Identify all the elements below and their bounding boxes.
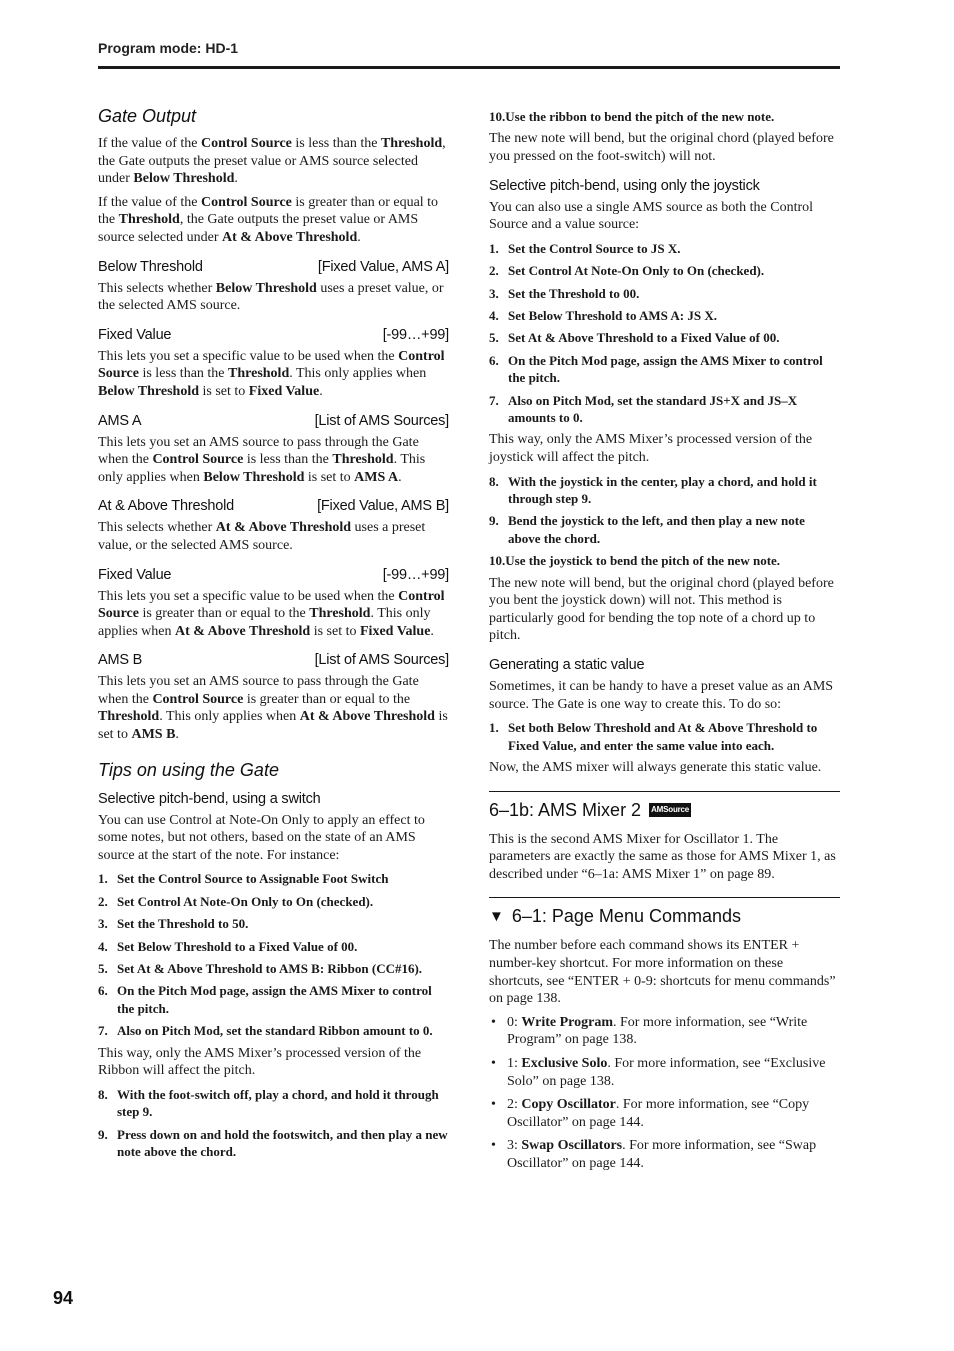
menu-command-item (489, 1096, 840, 1131)
parameter-range: [List of AMS Sources] (314, 652, 449, 669)
step-10-joystick-after: The new note will bend, but the original chord (played before you bent the joystick down) will not. This method is particularly good for bending the top note of a chord up to pitch. (489, 575, 834, 644)
parameter-name: Fixed Value (98, 326, 172, 343)
step-number: 6. (489, 352, 499, 368)
text-run: is less than the (291, 136, 381, 151)
step-text: With the foot-switch off, play a chord, and hold it through step 9. (117, 1086, 439, 1120)
text-run: is set to (304, 469, 355, 485)
parameter-name: At & Above Threshold (98, 498, 234, 515)
text-run: This lets you set an AMS source to pass through the Gate when the (98, 674, 419, 707)
joystick-mid: This way, only the AMS Mixer’s processed version of the joystick will affect the pitch. (489, 432, 813, 466)
parameter-description (98, 348, 449, 401)
step-number: 8. (98, 1086, 108, 1102)
switch-intro: You can use Control at Note-On Only to apply an effect to some notes, but not others, based on the state of an AMS source at the start of the note. For instance: (98, 812, 425, 863)
step-text: Set both Below Threshold and At & Above Threshold to Fixed Value, and enter the same value into each. (508, 720, 818, 753)
text-run: . (319, 383, 323, 399)
step-item (98, 1022, 449, 1039)
step-number: 4. (98, 938, 108, 954)
step-item (98, 1086, 449, 1121)
switch-steps-a (98, 870, 449, 1039)
step-number: 8. (489, 473, 499, 489)
bold-term: Control Source (152, 452, 244, 468)
bold-term: Threshold (332, 452, 394, 468)
parameter-range: [List of AMS Sources] (314, 412, 449, 429)
amsource-badge: AMSource (649, 803, 691, 817)
menu-command-list (489, 1014, 840, 1173)
bold-term: Control Source (201, 136, 292, 151)
text-run: . For more information, see “Exclusive Solo” on page 138. (507, 1055, 826, 1089)
parameter-name: Below Threshold (98, 258, 203, 275)
bold-term: Exclusive Solo (521, 1055, 608, 1071)
gate-paragraph-1 (98, 135, 449, 188)
text-run: This lets you set a specific value to be used when the (98, 348, 399, 364)
text-run: is greater than or equal to the (98, 194, 439, 228)
static-steps (489, 719, 840, 754)
text-run: . (430, 623, 434, 639)
ams-mixer-2-heading (489, 800, 840, 821)
text-run: This lets you set a specific value to be used when the (98, 588, 399, 604)
text-run: 2: (507, 1097, 522, 1113)
header-rule (98, 66, 840, 69)
text-run: , the Gate outputs the preset value or AMS source selected under (98, 212, 419, 245)
parameter-heading (98, 413, 449, 429)
step-item (98, 982, 449, 1017)
bold-term: Control Source (201, 194, 292, 210)
step-number: 2. (98, 893, 108, 909)
text-run: This selects whether (98, 280, 216, 296)
step-text: Set the Control Source to JS X. (508, 240, 681, 256)
bold-term: Threshold (228, 366, 290, 382)
step-10-ribbon-after: The new note will bend, but the original chord (played before you pressed on the foot-switch) will not. (489, 131, 834, 164)
step-item (98, 870, 449, 887)
menu-command-item (489, 1137, 840, 1172)
running-header: Program mode: HD-1 (98, 40, 239, 56)
parameter-description (98, 434, 449, 487)
bold-term: Threshold (98, 709, 160, 725)
step-number: 7. (98, 1023, 108, 1039)
step-10-joystick: 10.Use the joystick to bend the pitch of the new note. (489, 553, 781, 569)
bold-term: Below Threshold (98, 383, 200, 399)
step-item (489, 240, 840, 257)
ams-mixer-2-title: 6–1b: AMS Mixer 2 (489, 799, 642, 820)
parameter-name: Fixed Value (98, 566, 172, 583)
bullet-icon: • (491, 1055, 496, 1071)
bold-term: Fixed Value (360, 623, 431, 639)
step-item (489, 329, 840, 346)
bold-term: Control Source (152, 691, 244, 707)
step-item (489, 392, 840, 427)
step-item (489, 719, 840, 754)
bold-term: Threshold (309, 606, 371, 622)
step-item (98, 915, 449, 932)
step-number: 9. (98, 1126, 108, 1142)
menu-commands-title: 6–1: Page Menu Commands (511, 906, 741, 927)
text-run: 0: (507, 1014, 522, 1030)
text-run: 1: (507, 1055, 522, 1071)
parameter-name: AMS A (98, 412, 142, 429)
text-run: . (357, 229, 361, 245)
step-text: On the Pitch Mod page, assign the AMS Mixer to control the pitch. (508, 352, 823, 386)
step-item (489, 473, 840, 508)
text-run: uses a preset value, or the selected AMS source. (98, 280, 444, 314)
bold-term: Threshold (380, 136, 443, 151)
ams-mixer-2-text: This is the second AMS Mixer for Oscillator 1. The parameters are exactly the same as those for AMS Mixer 1, as described under “6–1a: AMS Mixer 1” on page 89. (489, 831, 836, 882)
bold-term: Control Source (98, 348, 445, 382)
bold-term: At & Above Threshold (215, 520, 352, 536)
parameter-range: [-99…+99] (382, 566, 449, 583)
section-rule-2 (489, 897, 840, 898)
gate-output-title: Gate Output (98, 106, 197, 126)
step-number: 1. (489, 240, 499, 256)
step-text: Set Control At Note-On Only to On (checked). (117, 893, 374, 909)
step-item (489, 352, 840, 387)
text-run: is greater than or equal to the (138, 606, 310, 622)
step-number: 3. (98, 916, 108, 932)
step-text: Set Below Threshold to AMS A: JS X. (508, 308, 717, 323)
text-run: . This only applies when (289, 366, 427, 382)
step-text: Also on Pitch Mod, set the standard Ribbon amount to 0. (117, 1023, 433, 1039)
step-text: Set the Threshold to 00. (508, 285, 640, 301)
bold-term: Threshold (118, 212, 180, 228)
step-number: 2. (489, 263, 499, 279)
menu-commands-heading (489, 906, 840, 927)
text-run: 3: (507, 1138, 522, 1154)
text-run: . For more information, see “Write Program” on page 138. (507, 1014, 808, 1048)
tips-title: Tips on using the Gate (98, 759, 279, 780)
step-text: Set At & Above Threshold to a Fixed Value of 00. (508, 330, 780, 346)
parameter-heading (98, 498, 449, 514)
bullet-icon: • (491, 1097, 496, 1113)
step-number: 5. (98, 961, 108, 977)
switch-mid: This way, only the AMS Mixer’s processed version of the Ribbon will affect the pitch. (98, 1045, 422, 1079)
step-text: Set Control At Note-On Only to On (checked). (508, 263, 765, 279)
step-item (98, 1126, 449, 1161)
bold-term: Copy Oscillator (521, 1097, 616, 1113)
joystick-intro: You can also use a single AMS source as both the Control Source and a value source: (489, 199, 814, 233)
text-run: This lets you set an AMS source to pass through the Gate when the (98, 434, 419, 468)
step-text: Set Below Threshold to a Fixed Value of 00. (117, 938, 358, 954)
parameter-description (98, 280, 449, 315)
step-text: Set the Threshold to 50. (117, 916, 249, 932)
bullet-icon: • (491, 1138, 496, 1154)
left-column (98, 106, 449, 1166)
step-item (489, 307, 840, 324)
step-number: 9. (489, 513, 499, 529)
right-column (489, 108, 840, 1179)
step-number: 4. (489, 308, 499, 323)
bold-term: AMS A (354, 469, 399, 485)
parameter-range: [Fixed Value, AMS A] (317, 258, 449, 275)
text-run: . (175, 727, 179, 743)
text-run: If the value of the (98, 136, 202, 151)
parameter-heading (98, 652, 449, 668)
text-run: . This only applies when (159, 709, 300, 725)
step-text: Set the Control Source to Assignable Foot Switch (117, 871, 389, 887)
text-run: . For more information, see “Copy Oscillator” on page 144. (507, 1097, 810, 1130)
step-item (98, 960, 449, 977)
step-text: With the joystick in the center, play a chord, and hold it through step 9. (508, 473, 817, 507)
joystick-steps-a (489, 240, 840, 427)
step-item (489, 512, 840, 547)
parameter-description (98, 673, 449, 743)
parameter-range: [Fixed Value, AMS B] (317, 498, 449, 515)
bullet-icon: • (491, 1014, 496, 1030)
parameter-description (98, 588, 449, 641)
text-run: is greater than or equal to the (243, 691, 411, 707)
static-intro: Sometimes, it can be handy to have a preset value as an AMS source. The Gate is one way to create this. To do so: (489, 679, 834, 712)
parameter-heading (98, 259, 449, 275)
bold-term: Below Threshold (215, 280, 317, 296)
text-run: If the value of the (98, 194, 202, 210)
bold-term: Write Program (521, 1014, 614, 1030)
bold-term: Below Threshold (133, 171, 235, 187)
bold-term: At & Above Threshold (222, 229, 358, 245)
step-text: Press down on and hold the footswitch, and then play a new note above the chord. (117, 1126, 448, 1160)
parameter-list (98, 259, 449, 744)
menu-command-item (489, 1014, 840, 1049)
menu-command-item (489, 1055, 840, 1090)
text-run: . (398, 469, 402, 485)
static-subtitle: Generating a static value (489, 657, 645, 674)
menu-intro: The number before each command shows its ENTER + number-key shortcut. For more information on these shortcuts, see “ENTER + 0-9: shortcuts for menu commands” on page 138. (489, 938, 836, 1007)
bold-term: Swap Oscillators (521, 1138, 623, 1154)
text-run: is less than the (243, 452, 333, 468)
bold-term: Below Threshold (203, 469, 305, 485)
text-run: is set to (199, 383, 249, 399)
bold-term: AMS B (131, 727, 176, 743)
step-number: 7. (489, 392, 499, 408)
text-run: , the Gate outputs the preset value or AMS source selected under (98, 136, 446, 187)
step-item (98, 938, 449, 955)
static-after: Now, the AMS mixer will always generate this static value. (489, 760, 822, 776)
bold-term: At & Above Threshold (299, 709, 435, 725)
step-item (489, 285, 840, 302)
bold-term: Fixed Value (248, 383, 320, 399)
text-run: is less than the (138, 366, 229, 382)
step-number: 5. (489, 330, 499, 346)
step-item (98, 893, 449, 910)
joystick-steps-b (489, 473, 840, 548)
triangle-down-icon: ▼ (489, 908, 504, 926)
parameter-heading (98, 567, 449, 583)
step-text: Also on Pitch Mod, set the standard JS+X and JS–X amounts to 0. (508, 392, 798, 426)
section-rule (489, 791, 840, 792)
step-text: Bend the joystick to the left, and then play a new note above the chord. (508, 513, 805, 546)
text-run: is set to (98, 709, 448, 743)
text-run: is set to (310, 623, 360, 639)
text-run: This selects whether (98, 520, 216, 536)
parameter-heading (98, 327, 449, 343)
step-text: Set At & Above Threshold to AMS B: Ribbon (CC#16). (117, 961, 423, 977)
step-number: 1. (98, 871, 108, 887)
switch-steps-b (98, 1086, 449, 1161)
step-text: On the Pitch Mod page, assign the AMS Mixer to control the pitch. (117, 983, 432, 1016)
step-item (489, 262, 840, 279)
switch-subtitle: Selective pitch-bend, using a switch (98, 790, 321, 807)
step-number: 1. (489, 720, 499, 736)
bold-term: At & Above Threshold (174, 623, 311, 639)
parameter-description (98, 519, 449, 554)
parameter-range: [-99…+99] (382, 326, 449, 343)
text-run: . This only applies when (98, 452, 426, 485)
bold-term: Control Source (98, 588, 445, 622)
step-number: 3. (489, 285, 499, 301)
text-run: uses a preset value, or the selected AMS source. (98, 520, 426, 553)
text-run: . For more information, see “Swap Oscillator” on page 144. (507, 1138, 817, 1171)
parameter-name: AMS B (98, 652, 143, 669)
step-10-ribbon: 10.Use the ribbon to bend the pitch of the new note. (489, 109, 775, 124)
step-number: 6. (98, 983, 108, 999)
text-run: . (234, 171, 238, 187)
joystick-subtitle: Selective pitch-bend, using only the joystick (489, 177, 760, 194)
page-number: 94 (53, 1288, 74, 1308)
text-run: . This only applies when (98, 606, 431, 639)
gate-paragraph-2 (98, 194, 449, 247)
